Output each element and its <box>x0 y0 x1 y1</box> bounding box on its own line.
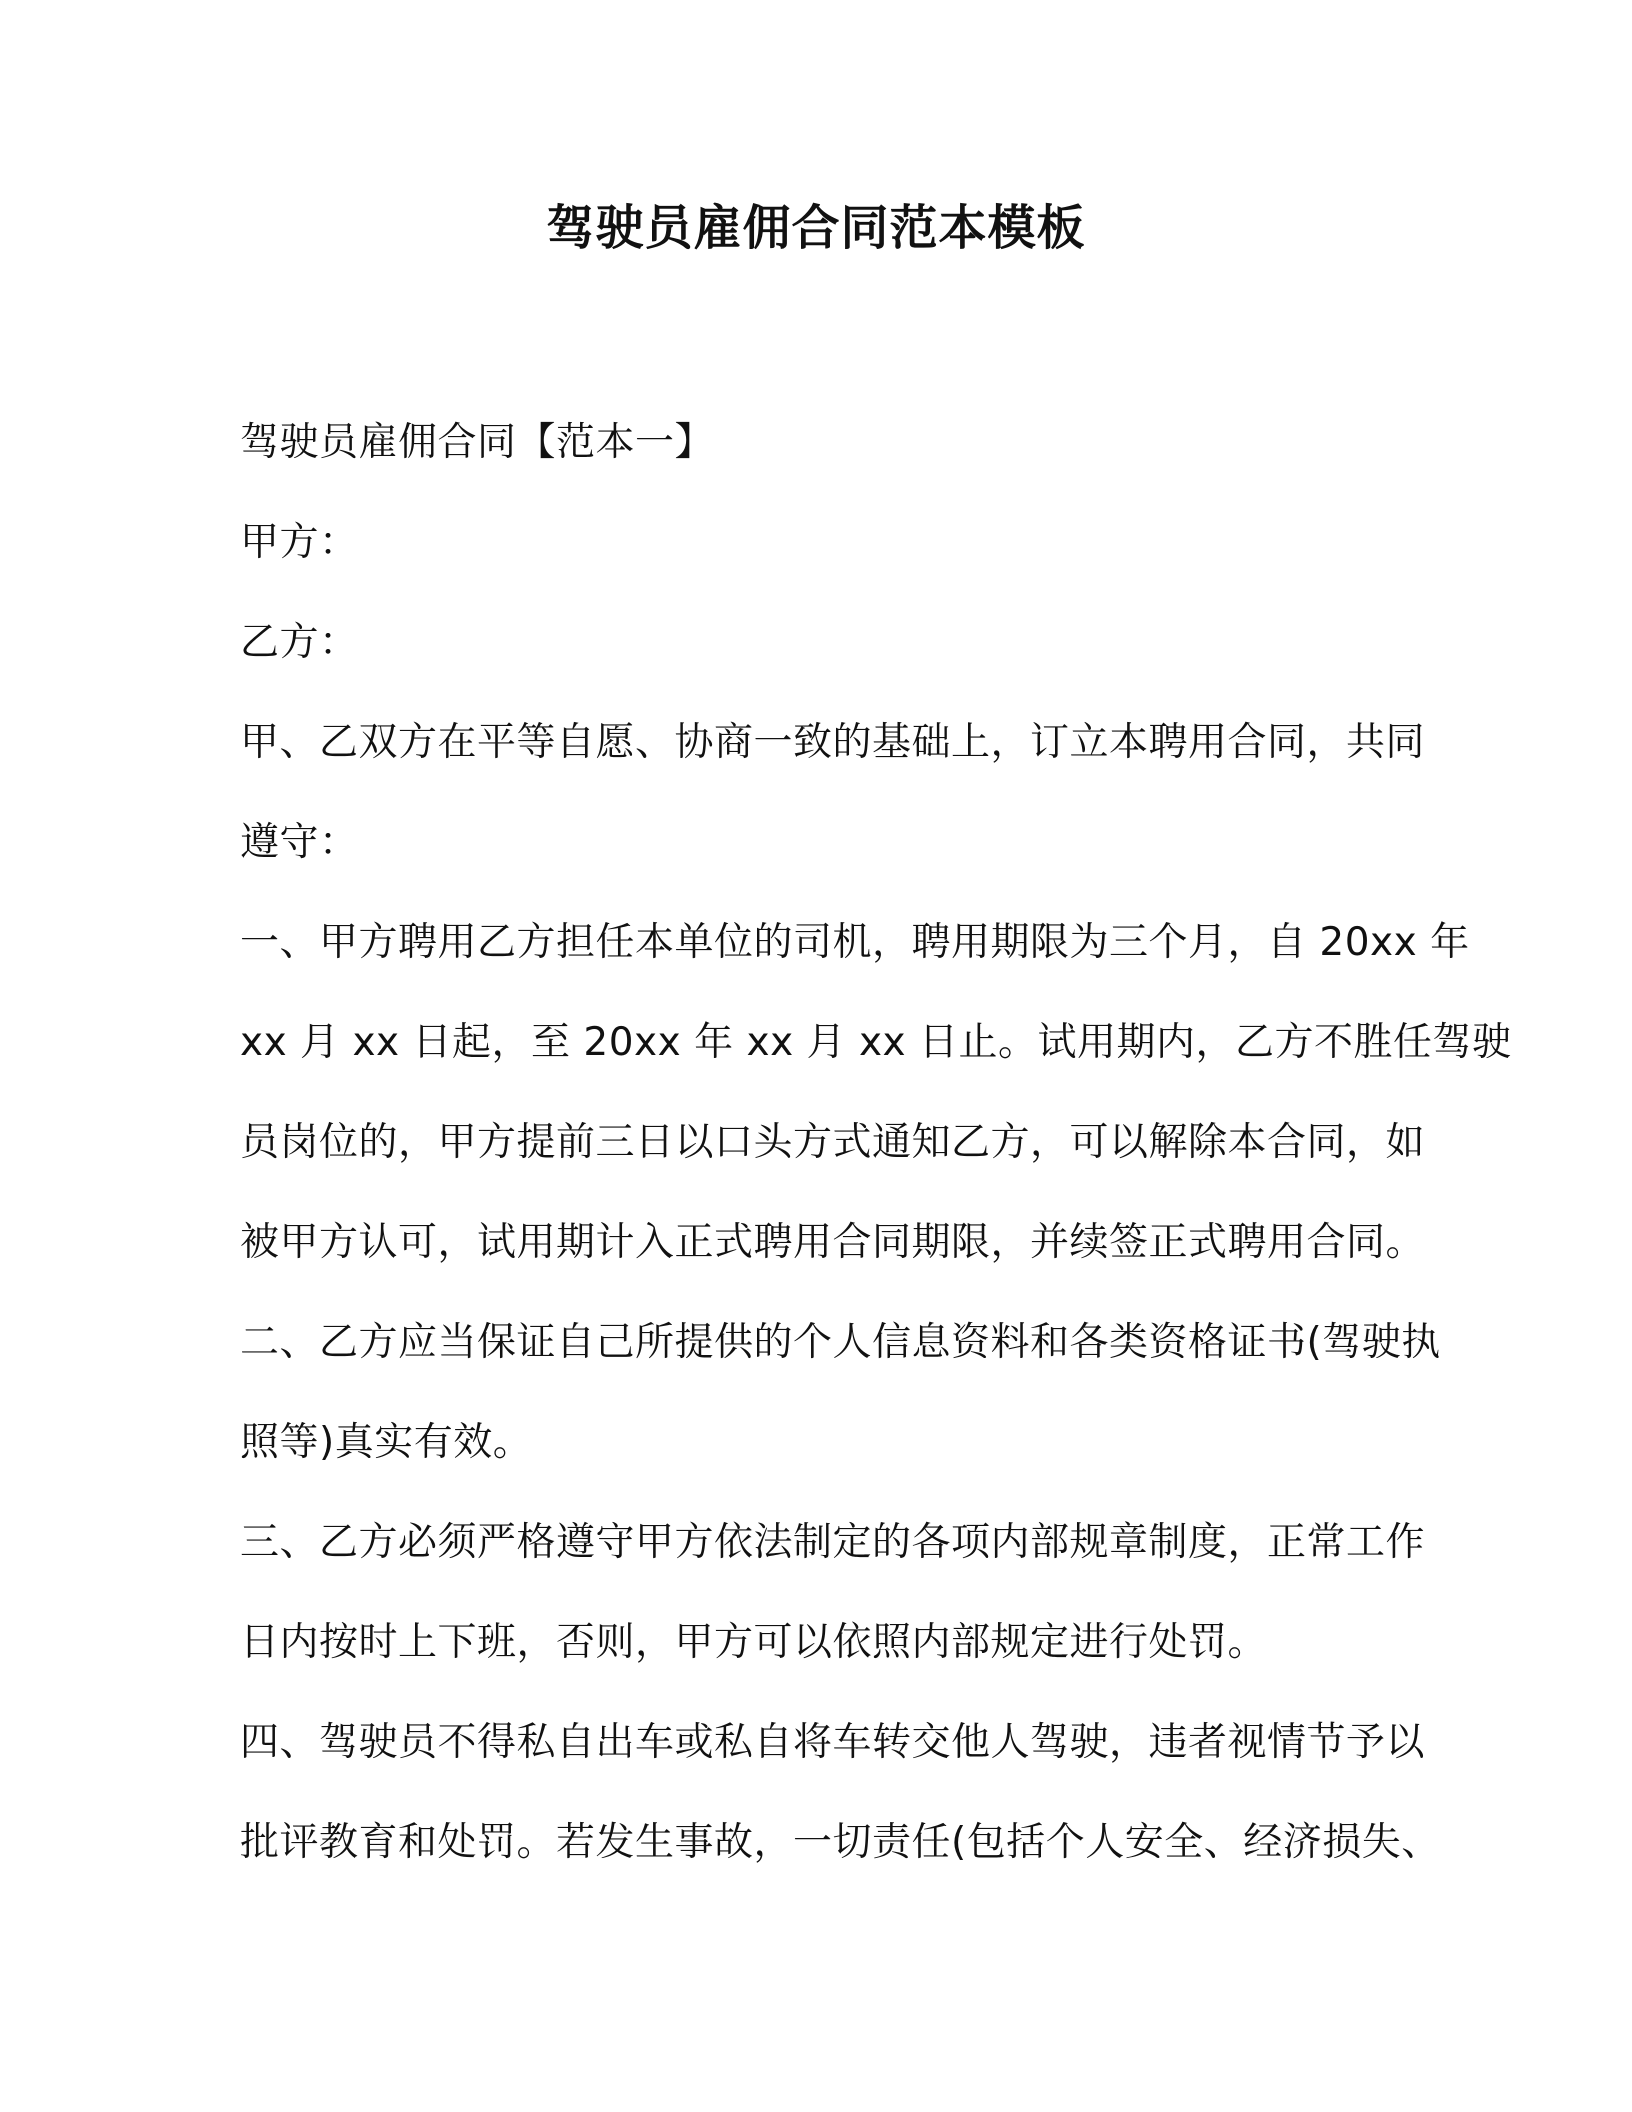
section-heading: 驾驶员雇佣合同【范本一】 <box>240 420 715 465</box>
party-a-label: 甲方： <box>240 520 359 565</box>
paragraph-line: 一、甲方聘用乙方担任本单位的司机，聘用期限为三个月，自 20xx 年 <box>240 920 1470 965</box>
party-b-label: 乙方： <box>240 620 359 665</box>
paragraph-line: 照等)真实有效。 <box>240 1420 533 1465</box>
paragraph-line: 员岗位的，甲方提前三日以口头方式通知乙方，可以解除本合同，如 <box>240 1120 1426 1165</box>
paragraph-line: xx 月 xx 日起，至 20xx 年 xx 月 xx 日止。试用期内，乙方不胜任驾驶 <box>240 1020 1512 1065</box>
paragraph-line: 三、乙方必须严格遵守甲方依法制定的各项内部规章制度，正常工作 <box>240 1520 1426 1565</box>
document-title: 驾驶员雇佣合同范本模板 <box>546 200 1086 256</box>
paragraph-line: 遵守： <box>240 820 359 865</box>
paragraph-line: 批评教育和处罚。若发生事故，一切责任(包括个人安全、经济损失、 <box>240 1820 1441 1865</box>
paragraph-line: 甲、乙双方在平等自愿、协商一致的基础上，订立本聘用合同，共同 <box>240 720 1426 765</box>
paragraph-line: 四、驾驶员不得私自出车或私自将车转交他人驾驶，违者视情节予以 <box>240 1720 1426 1765</box>
paragraph-line: 二、乙方应当保证自己所提供的个人信息资料和各类资格证书(驾驶执 <box>240 1320 1441 1365</box>
paragraph-line: 日内按时上下班，否则，甲方可以依照内部规定进行处罚。 <box>240 1620 1268 1665</box>
paragraph-line: 被甲方认可，试用期计入正式聘用合同期限，并续签正式聘用合同。 <box>240 1220 1426 1265</box>
